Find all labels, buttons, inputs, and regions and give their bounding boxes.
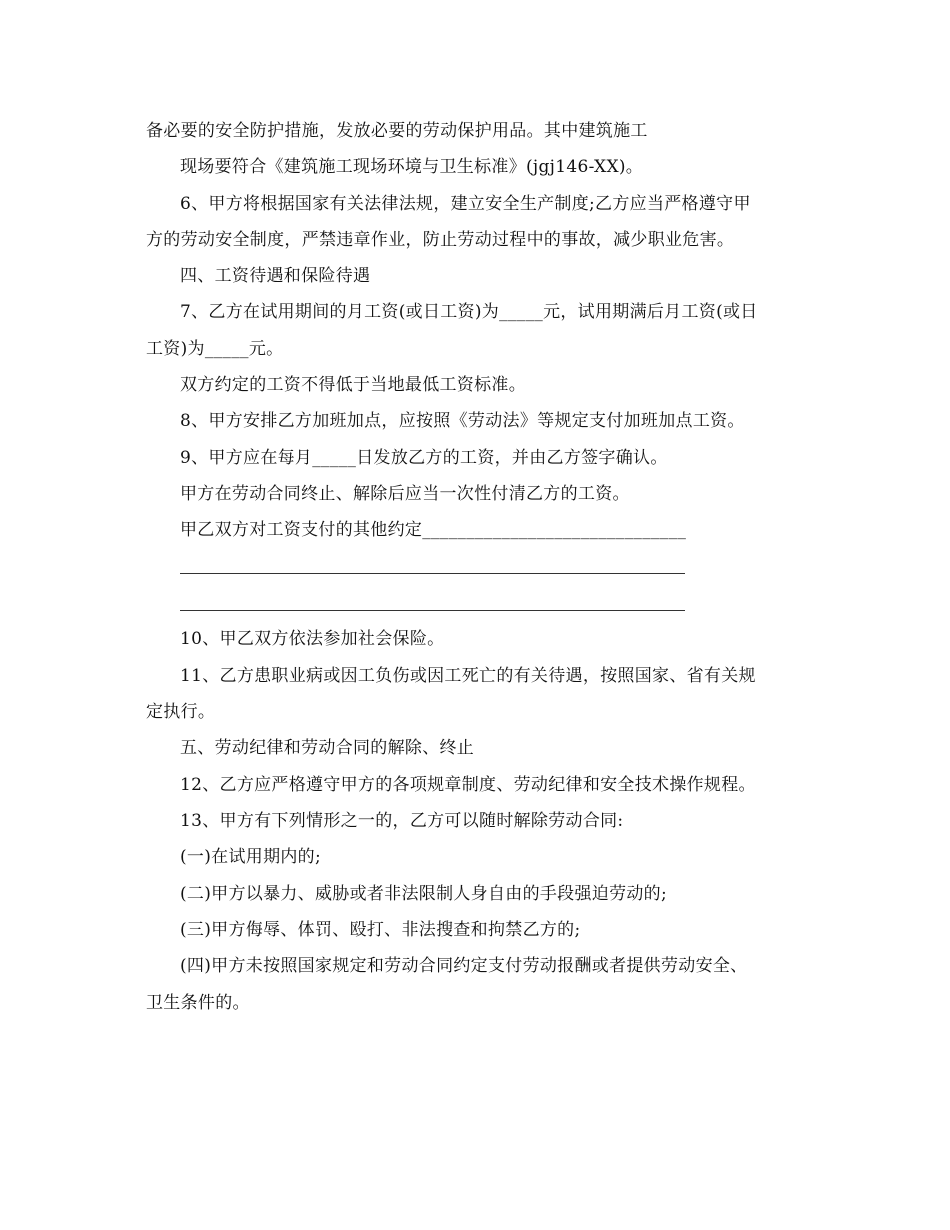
text-line-10: 9、甲方应在每月_____日发放乙方的工资，并由乙方签字确认。 — [180, 448, 668, 468]
text-line-12: 甲乙双方对工资支付的其他约定______________________________ — [180, 520, 687, 540]
text-line-8: 双方约定的工资不得低于当地最低工资标准。 — [180, 375, 526, 395]
text-line-2: 现场要符合《建筑施工现场环境与卫生标准》(jgj146-XX)。 — [180, 157, 644, 177]
blank-fill-line-2 — [180, 610, 685, 611]
text-line-1: 备必要的安全防护措施，发放必要的劳动保护用品。其中建筑施工 — [146, 121, 648, 141]
text-line-22: (四)甲方未按照国家规定和劳动合同约定支付劳动报酬或者提供劳动安全、 — [180, 956, 748, 976]
text-line-3: 6、甲方将根据国家有关法律法规，建立安全生产制度;乙方应当严格遵守甲 — [180, 194, 751, 214]
blank-fill-line-1 — [180, 573, 685, 574]
text-line-4: 方的劳动安全制度，严禁违章作业，防止劳动过程中的事故，减少职业危害。 — [146, 230, 735, 250]
text-line-7: 工资)为_____元。 — [146, 339, 284, 359]
text-line-17: 12、乙方应严格遵守甲方的各项规章制度、劳动纪律和安全技术操作规程。 — [180, 775, 756, 795]
text-line-9: 8、甲方安排乙方加班加点，应按照《劳动法》等规定支付加班加点工资。 — [180, 411, 745, 431]
text-line-18: 13、甲方有下列情形之一的，乙方可以随时解除劳动合同: — [180, 811, 624, 831]
text-line-6: 7、乙方在试用期间的月工资(或日工资)为_____元，试用期满后月工资(或日 — [180, 302, 758, 322]
text-line-11: 甲方在劳动合同终止、解除后应当一次性付清乙方的工资。 — [180, 484, 630, 504]
section-heading-4: 四、工资待遇和保险待遇 — [180, 266, 371, 286]
text-line-23: 卫生条件的。 — [146, 993, 250, 1013]
section-heading-5: 五、劳动纪律和劳动合同的解除、终止 — [180, 738, 475, 758]
text-line-13: 10、甲乙双方依法参加社会保险。 — [180, 629, 445, 649]
text-line-14: 11、乙方患职业病或因工负伤或因工死亡的有关待遇，按照国家、省有关规 — [180, 666, 756, 686]
text-line-19: (一)在试用期内的; — [180, 847, 321, 867]
text-line-20: (二)甲方以暴力、威胁或者非法限制人身自由的手段强迫劳动的; — [180, 884, 667, 904]
text-line-15: 定执行。 — [146, 702, 216, 722]
text-line-21: (三)甲方侮辱、体罚、殴打、非法搜查和拘禁乙方的; — [180, 920, 581, 940]
